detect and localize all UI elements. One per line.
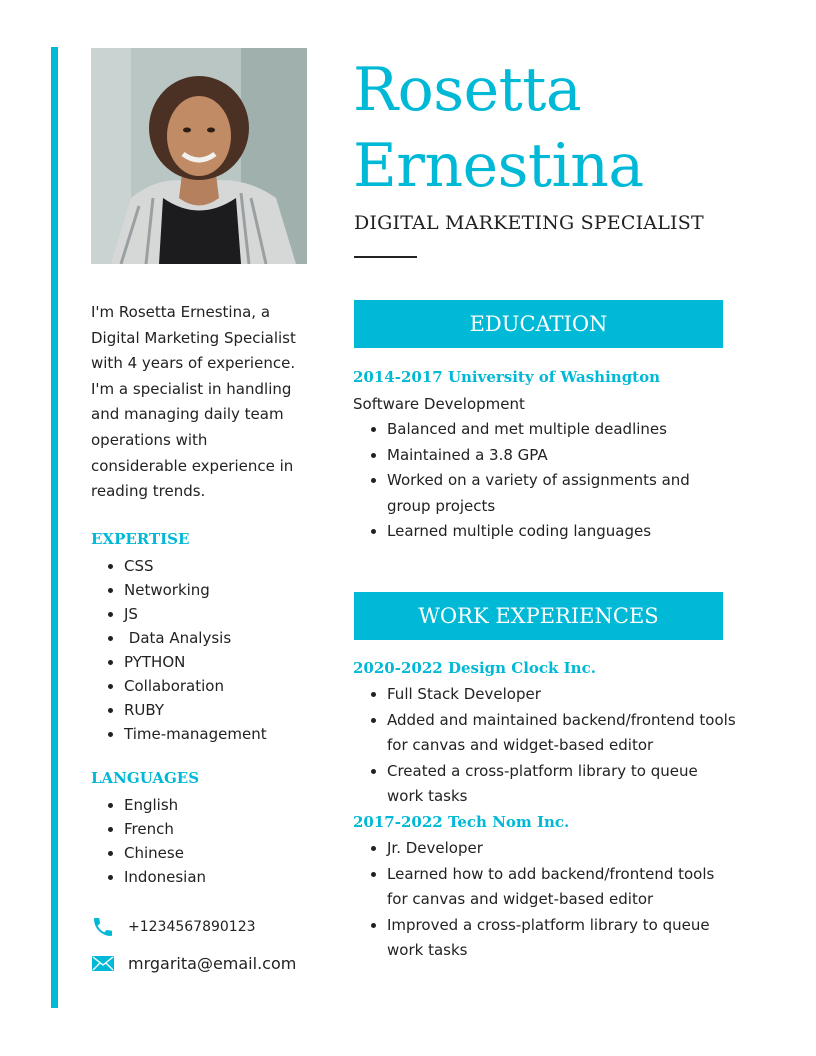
expertise-item: • Networking	[124, 578, 267, 602]
expertise-item: • PYTHON	[124, 650, 267, 674]
expertise-item: • Data Analysis	[124, 626, 267, 650]
work-heading: WORK EXPERIENCES	[418, 604, 659, 628]
education-heading: EDUCATION	[469, 312, 608, 336]
languages-list	[106, 793, 206, 889]
expertise-item: • CSS	[124, 554, 267, 578]
profile-photo	[91, 48, 307, 264]
work-bullet: • Full Stack Developer	[387, 682, 737, 708]
education-entry-subtitle: Software Development	[353, 395, 525, 413]
person-name-last: Ernestina	[353, 131, 644, 201]
accent-bar	[51, 47, 58, 1008]
title-divider	[354, 256, 417, 258]
education-entry-title: 2014-2017 University of Washington	[353, 368, 661, 386]
language-item: • English	[124, 793, 206, 817]
expertise-item: • Time-management	[124, 722, 267, 746]
expertise-item: • RUBY	[124, 698, 267, 722]
phone-contact[interactable]	[90, 914, 256, 940]
education-bullet: • Learned multiple coding languages	[387, 519, 737, 545]
work-bullet: • Created a cross-platform library to queue work tasks	[387, 759, 737, 810]
work-bullet: • Improved a cross-platform library to queue work tasks	[387, 913, 737, 964]
language-item: • French	[124, 817, 206, 841]
expertise-item: • Collaboration	[124, 674, 267, 698]
work-entry-title: 2020-2022 Design Clock Inc.	[353, 659, 596, 677]
person-name-first: Rosetta	[353, 55, 582, 125]
work-bullet: • Added and maintained backend/frontend tools for canvas and widget-based editor	[387, 708, 737, 759]
education-banner	[354, 300, 723, 348]
profile-photo-illustration	[91, 48, 307, 264]
work-bullet: • Jr. Developer	[387, 836, 737, 862]
phone-number[interactable]: +1234567890123	[128, 919, 256, 935]
work-bullet: • Learned how to add backend/frontend tools for canvas and widget-based editor	[387, 862, 737, 913]
education-bullet: • Balanced and met multiple deadlines	[387, 417, 737, 443]
languages-heading: LANGUAGES	[91, 769, 200, 787]
job-title: DIGITAL MARKETING SPECIALIST	[354, 212, 704, 234]
expertise-list	[106, 554, 267, 746]
email-contact[interactable]	[90, 950, 296, 976]
person-name	[353, 52, 773, 204]
work-entry-title: 2017-2022 Tech Nom Inc.	[353, 813, 570, 831]
expertise-item: • JS	[124, 602, 267, 626]
work-bullets	[369, 836, 737, 964]
about-text: I'm Rosetta Ernestina, a Digital Marketing Specialist with 4 years of experience. I'm a specialist in handling and managing daily team operations with considerable experience in reading trends.	[91, 303, 296, 501]
language-item: • Indonesian	[124, 865, 206, 889]
work-bullets	[369, 682, 737, 810]
language-item: • Chinese	[124, 841, 206, 865]
education-bullets	[369, 417, 737, 545]
education-bullet: • Maintained a 3.8 GPA	[387, 443, 737, 469]
education-bullet: • Worked on a variety of assignments and group projects	[387, 468, 737, 519]
phone-icon	[90, 914, 116, 940]
work-banner	[354, 592, 723, 640]
envelope-icon	[90, 950, 116, 976]
email-address[interactable]: mrgarita@email.com	[128, 953, 297, 973]
expertise-heading: EXPERTISE	[91, 530, 190, 548]
